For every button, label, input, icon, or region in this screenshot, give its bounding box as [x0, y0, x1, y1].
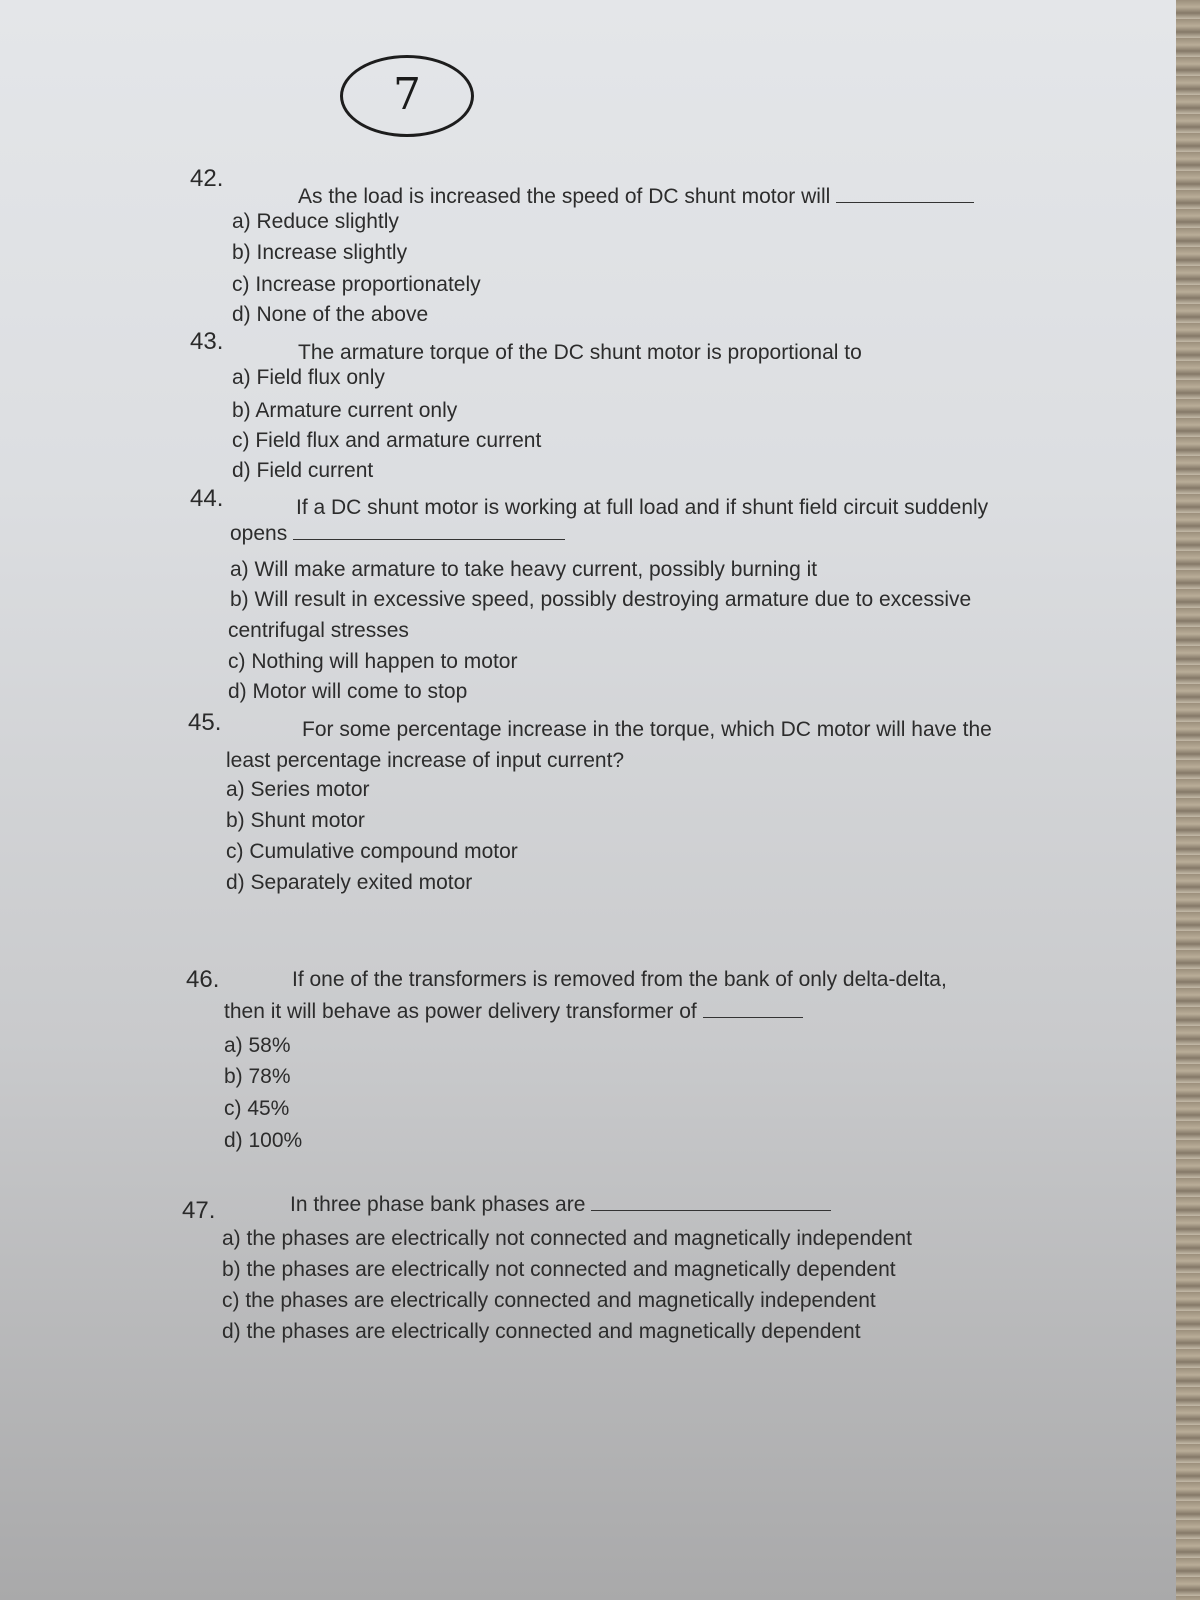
option-a: a) Reduce slightly	[232, 210, 399, 233]
option-a: a) Series motor	[226, 778, 370, 801]
answer-blank	[293, 539, 565, 540]
option-c: c) the phases are electrically connected and magnetically independent	[222, 1289, 876, 1312]
stem-text: As the load is increased the speed of DC shunt motor will	[298, 185, 831, 208]
option-d: d) 100%	[224, 1129, 303, 1152]
option-d: d) Field current	[232, 459, 374, 482]
question-number: 46.	[186, 966, 220, 993]
stem-text: The armature torque of the DC shunt motor is proportional to	[298, 341, 862, 364]
stem-text: If one of the transformers is removed from the bank of only delta-delta,	[292, 968, 947, 991]
page-number-circle	[340, 55, 474, 137]
stem-text: opens	[230, 522, 288, 545]
question-number: 43.	[190, 328, 224, 355]
question-number: 44.	[190, 485, 224, 512]
option-c: c) Nothing will happen to motor	[228, 650, 518, 673]
question-stem-continued	[230, 522, 565, 546]
option-b: b) Will result in excessive speed, possibly destroying armature due to excessive	[230, 588, 972, 611]
answer-blank	[591, 1210, 831, 1211]
option-a: a) Will make armature to take heavy current, possibly burning it	[230, 558, 818, 581]
option-c: c) 45%	[224, 1097, 290, 1120]
option-c: c) Field flux and armature current	[232, 429, 542, 452]
question-stem	[296, 496, 988, 520]
page-number: 7	[393, 69, 421, 120]
stem-text: For some percentage increase in the torque, which DC motor will have the	[302, 718, 992, 741]
option-d: d) None of the above	[232, 303, 429, 326]
answer-blank	[703, 1017, 803, 1018]
stem-text: then it will behave as power delivery transformer of	[224, 1000, 697, 1023]
question-stem	[290, 1193, 831, 1217]
option-b-continued: centrifugal stresses	[228, 619, 409, 642]
option-a: a) Field flux only	[232, 366, 385, 389]
option-a: a) 58%	[224, 1034, 291, 1057]
answer-blank	[836, 202, 974, 203]
option-c: c) Increase proportionately	[232, 273, 481, 296]
question-stem-continued	[224, 1000, 803, 1024]
option-b: b) Armature current only	[232, 399, 458, 422]
option-b: b) the phases are electrically not connected and magnetically dependent	[222, 1258, 896, 1281]
stem-text: In three phase bank phases are	[290, 1193, 586, 1216]
question-stem-continued	[226, 749, 624, 773]
option-d: d) Motor will come to stop	[228, 680, 468, 703]
question-stem	[302, 718, 992, 742]
option-c: c) Cumulative compound motor	[226, 840, 518, 863]
question-stem	[298, 185, 974, 209]
stem-text: If a DC shunt motor is working at full load and if shunt field circuit suddenly	[296, 496, 989, 519]
question-stem	[292, 968, 947, 992]
option-b: b) 78%	[224, 1065, 291, 1088]
stem-text: least percentage increase of input current?	[226, 749, 625, 772]
option-a: a) the phases are electrically not connected and magnetically independent	[222, 1227, 912, 1250]
page-stack-edge	[1176, 0, 1200, 1600]
option-b: b) Increase slightly	[232, 241, 408, 264]
option-d: d) Separately exited motor	[226, 871, 473, 894]
question-number: 45.	[188, 709, 222, 736]
option-d: d) the phases are electrically connected and magnetically dependent	[222, 1320, 861, 1343]
question-stem	[298, 341, 862, 365]
question-number: 42.	[190, 165, 224, 192]
question-number: 47.	[182, 1197, 216, 1224]
option-b: b) Shunt motor	[226, 809, 365, 832]
